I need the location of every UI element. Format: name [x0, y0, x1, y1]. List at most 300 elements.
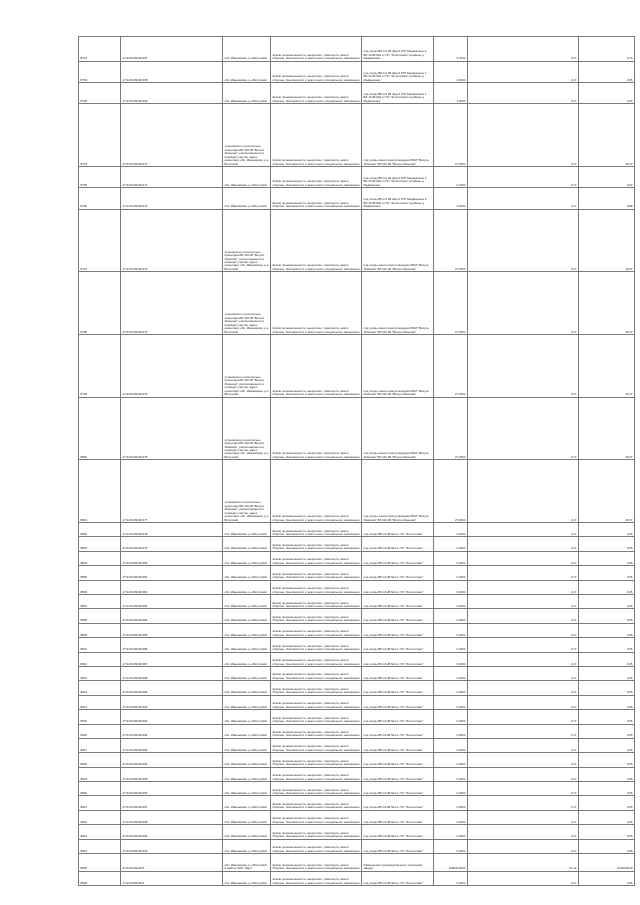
- table-row: [79, 460, 635, 523]
- land-category-cell: Земли промышленности, энергетики, транспорта, земли обороны, безопасности и земли иного специального назначения: [271, 652, 362, 666]
- table-row: [79, 580, 635, 594]
- amount-cell: 0,05: [579, 681, 635, 695]
- land-category-cell: Земли промышленности, энергетики, транспорта, земли обороны, безопасности и земли иного специального назначения: [271, 61, 362, 82]
- table-row: [79, 710, 635, 724]
- cadastral-number-cell: 27:02:0109418:390: [121, 695, 223, 709]
- row-number-cell: 8811: [79, 652, 121, 666]
- amount-cell: 0,05: [579, 623, 635, 637]
- land-category-cell: Земли промышленности, энергетики, транспорта, земли обороны, безопасности и земли иного специального назначения: [271, 695, 362, 709]
- area-cell: 2,0004: [434, 61, 468, 82]
- row-number-cell: 8801: [79, 460, 121, 523]
- row-number-cell: 8823: [79, 825, 121, 839]
- land-category-cell: Земли промышленности, энергетики, транспорта, земли обороны, безопасности и земли иного специального назначения: [271, 104, 362, 167]
- cadastral-number-cell: 27:02:0109418:394: [121, 753, 223, 767]
- table-row: [79, 738, 635, 752]
- land-category-cell: Земли промышленности, энергетики, транспорта, земли обороны, безопасности и земли иного специального назначения: [271, 724, 362, 738]
- location-cell: обл. Ивановская, р-н Вичугский: [223, 83, 271, 104]
- permitted-use-cell: под опоры линии электропередачи ВОЛ "Вичуга-Лемешки" ВЛ-110 кВ "Вичуга-Лемешки": [362, 104, 434, 167]
- area-cell: 0,0004: [434, 638, 468, 652]
- amount-cell: 0,05: [579, 580, 635, 594]
- land-category-cell: Земли промышленности, энергетики, транспорта, земли обороны, безопасности и земли иного специального назначения: [271, 551, 362, 565]
- land-plots-table-body: [79, 37, 635, 886]
- row-number-cell: 8803: [79, 537, 121, 551]
- permitted-use-cell: под опоры ВЛ-10 кВ №4 от ПС "Золотилово": [362, 782, 434, 796]
- rate-cell: 0,17: [468, 681, 579, 695]
- area-cell: 27,0004: [434, 397, 468, 460]
- table-row: [79, 825, 635, 839]
- area-cell: 0,0004: [434, 609, 468, 623]
- amount-cell: 5142008,00: [579, 854, 635, 872]
- rate-cell: 0,17: [468, 167, 579, 188]
- cadastral-number-cell: 27:02:0109418:388: [121, 666, 223, 680]
- row-number-cell: 8795: [79, 167, 121, 188]
- location-cell: установлено относительно ориентира ВЛ-110 кВ "Вичуга-Лемешки", расположенного в границах участка. адрес ориентира: обл. Ивановская, р-н Вичугский: [223, 335, 271, 398]
- location-cell: обл. Ивановская, р-н Вичугский: [223, 724, 271, 738]
- rate-cell: 0,17: [468, 566, 579, 580]
- table-row: [79, 551, 635, 565]
- permitted-use-cell: под опоры линии электропередачи ВОЛ "Вичуга-Лемешки" ВЛ-110 кВ "Вичуга-Лемешки": [362, 209, 434, 272]
- area-cell: 0,0004: [434, 666, 468, 680]
- location-cell: установлено относительно ориентира ВЛ-110 кВ "Вичуга-Лемешки", расположенного в границах участка. адрес ориентира: обл. Ивановская, р-н Вичугский: [223, 209, 271, 272]
- table-row: [79, 810, 635, 824]
- land-category-cell: Земли промышленности, энергетики, транспорта, земли обороны, безопасности и земли иного специального назначения: [271, 460, 362, 523]
- rate-cell: 0,17: [468, 460, 579, 523]
- table-row: [79, 609, 635, 623]
- cadastral-number-cell: 27:02:0109418:374: [121, 272, 223, 335]
- location-cell: обл. Ивановская, р-н Вичугский: [223, 767, 271, 781]
- location-cell: обл. Ивановская, р-н Вичугский: [223, 681, 271, 695]
- land-category-cell: Земли промышленности, энергетики, транспорта, земли обороны, безопасности и земли иного специального назначения: [271, 782, 362, 796]
- row-number-cell: 8805: [79, 566, 121, 580]
- rate-cell: 0,17: [468, 61, 579, 82]
- location-cell: обл. Ивановская, р-н Вичугский: [223, 710, 271, 724]
- table-row: [79, 595, 635, 609]
- rate-cell: 0,17: [468, 710, 579, 724]
- area-cell: 0,0004: [434, 871, 468, 885]
- land-category-cell: Земли промышленности, энергетики, транспорта, земли обороны, безопасности и земли иного специального назначения: [271, 595, 362, 609]
- location-cell: обл. Ивановская, р-н Вичугский: [223, 738, 271, 752]
- amount-cell: 0,05: [579, 666, 635, 680]
- table-row: [79, 623, 635, 637]
- permitted-use-cell: под опоры ВЛ-10 кВ №4 от ПС "Золотилово": [362, 825, 434, 839]
- location-cell: обл. Ивановская, р-н Вичугский: [223, 810, 271, 824]
- location-cell: установлено относительно ориентира ВЛ-110 кВ "Вичуга-Лемешки", расположенного в границах участка. адрес ориентира: обл. Ивановская, р-н Вичугский: [223, 397, 271, 460]
- amount-cell: 0,05: [579, 782, 635, 796]
- table-row: [79, 523, 635, 537]
- area-cell: 0,0004: [434, 738, 468, 752]
- land-category-cell: Земли промышленности, энергетики, транспорта, земли обороны, безопасности и земли иного специального назначения: [271, 839, 362, 853]
- row-number-cell: 8825: [79, 854, 121, 872]
- land-category-cell: Земли промышленности, энергетики, транспорта, земли обороны, безопасности и земли иного специального назначения: [271, 638, 362, 652]
- row-number-cell: 8824: [79, 839, 121, 853]
- amount-cell: 0,05: [579, 695, 635, 709]
- cadastral-number-cell: 27:02:0109418:379: [121, 537, 223, 551]
- row-number-cell: 8816: [79, 724, 121, 738]
- cadastral-number-cell: 27:02:0109418:368: [121, 61, 223, 82]
- location-cell: обл. Ивановская, р-н Вичугский: [223, 595, 271, 609]
- area-cell: 0,0004: [434, 753, 468, 767]
- rate-cell: 0,17: [468, 796, 579, 810]
- cadastral-number-cell: 27:02:0109418:392: [121, 724, 223, 738]
- area-cell: 100000,0002: [434, 854, 468, 872]
- table-row: [79, 188, 635, 209]
- amount-cell: 0,05: [579, 839, 635, 853]
- permitted-use-cell: под опоры ВЛ-0,4 кВ фид.3 КТП Медвежонок 1 ВЛ-10 кВ №9 от ПС "Золотилово" в районе д. Медвежонок: [362, 83, 434, 104]
- location-cell: обл. Ивановская, р-н Вичугский: [223, 825, 271, 839]
- amount-cell: 18,37: [579, 272, 635, 335]
- rate-cell: 51,42: [468, 854, 579, 872]
- location-cell: установлено относительно ориентира ВЛ-110 кВ "Вичуга-Лемешки", расположенного в границах участка. адрес ориентира: обл. Ивановская, р-н Вичугский: [223, 460, 271, 523]
- table-row: [79, 724, 635, 738]
- cadastral-number-cell: 27:02:0109418:382: [121, 580, 223, 594]
- cadastral-number-cell: 27:02:0109418:381: [121, 566, 223, 580]
- table-row: [79, 854, 635, 872]
- permitted-use-cell: под опоры ВЛ-0,4 кВ фид.3 КТП Медвежонок 2 ВЛ-10 кВ №9 от ПС "Золотилово" в районе д. Медвежонок: [362, 188, 434, 209]
- area-cell: 0,0004: [434, 825, 468, 839]
- rate-cell: 0,17: [468, 782, 579, 796]
- rate-cell: 0,17: [468, 188, 579, 209]
- table-row: [79, 652, 635, 666]
- rate-cell: 0,17: [468, 767, 579, 781]
- location-cell: обл. Ивановская, р-н Вичугский: [223, 37, 271, 62]
- land-category-cell: Земли промышленности, энергетики, транспорта, земли обороны, безопасности и земли иного специального назначения: [271, 623, 362, 637]
- cadastral-number-cell: 27:02:0109418:376: [121, 397, 223, 460]
- rate-cell: 0,17: [468, 652, 579, 666]
- table-row: [79, 566, 635, 580]
- permitted-use-cell: под опоры ВЛ-10 кВ №4 от ПС "Золотилово": [362, 839, 434, 853]
- area-cell: 0,0004: [434, 796, 468, 810]
- area-cell: 27,0004: [434, 460, 468, 523]
- amount-cell: 0,65: [579, 61, 635, 82]
- location-cell: обл. Ивановская, р-н Вичугский: [223, 753, 271, 767]
- amount-cell: 0,05: [579, 523, 635, 537]
- row-number-cell: 8793: [79, 61, 121, 82]
- permitted-use-cell: под опоры ВЛ-10 кВ №4 от ПС "Золотилово": [362, 695, 434, 709]
- land-category-cell: Земли промышленности, энергетики, транспорта, земли обороны, безопасности и земли иного специального назначения: [271, 209, 362, 272]
- land-category-cell: Земли промышленности, энергетики, транспорта, земли обороны, безопасности и земли иного специального назначения: [271, 566, 362, 580]
- permitted-use-cell: под опоры ВЛ-10 кВ №4 от ПС "Золотилово": [362, 767, 434, 781]
- location-cell: обл. Ивановская, р-н Вичугский: [223, 566, 271, 580]
- land-category-cell: Земли промышленности, энергетики, транспорта, земли обороны, безопасности и земли иного специального назначения: [271, 537, 362, 551]
- rate-cell: 0,17: [468, 825, 579, 839]
- area-cell: 5,1004: [434, 37, 468, 62]
- cadastral-number-cell: 27:02:0109418:385: [121, 623, 223, 637]
- area-cell: 0,0004: [434, 724, 468, 738]
- land-category-cell: Земли промышленности, энергетики, транспорта, земли обороны, безопасности и земли иного специального назначения: [271, 796, 362, 810]
- area-cell: 0,0004: [434, 595, 468, 609]
- area-cell: 0,0004: [434, 652, 468, 666]
- amount-cell: 0,05: [579, 753, 635, 767]
- cadastral-number-cell: 27:02:0109418:375: [121, 335, 223, 398]
- permitted-use-cell: под опоры ВЛ-10 кВ №4 от ПС "Золотилово": [362, 566, 434, 580]
- amount-cell: 18,37: [579, 397, 635, 460]
- cadastral-number-cell: 27:02:0109418:6: [121, 871, 223, 885]
- permitted-use-cell: под опоры ВЛ-0,4 кВ фид.3 КТП Медвежонок 1 ВЛ-10 кВ №9 от ПС "Золотилово" в районе д. Медвежонок: [362, 61, 434, 82]
- rate-cell: 0,17: [468, 724, 579, 738]
- permitted-use-cell: под опоры ВЛ-10 кВ №4 от ПС "Золотилово": [362, 523, 434, 537]
- rate-cell: 0,17: [468, 580, 579, 594]
- permitted-use-cell: Размещение производственного комплекса завода: [362, 854, 434, 872]
- location-cell: обл. Ивановская, р-н Вичугский: [223, 523, 271, 537]
- location-cell: обл. Ивановская, р-н Вичугский: [223, 871, 271, 885]
- row-number-cell: 8821: [79, 796, 121, 810]
- amount-cell: 0,05: [579, 724, 635, 738]
- amount-cell: 0,05: [579, 796, 635, 810]
- permitted-use-cell: под опоры линии электропередачи ВОЛ "Вичуга-Лемешки" ВЛ-110 кВ "Вичуга-Лемешки": [362, 335, 434, 398]
- rate-cell: 0,17: [468, 666, 579, 680]
- cadastral-number-cell: 27:02:0109418:395: [121, 767, 223, 781]
- rate-cell: 0,17: [468, 537, 579, 551]
- land-category-cell: Земли промышленности, энергетики, транспорта, земли обороны, безопасности и земли иного специального назначения: [271, 825, 362, 839]
- location-cell: обл. Ивановская, р-н Вичугский: [223, 652, 271, 666]
- cadastral-number-cell: 27:02:0109418:383: [121, 595, 223, 609]
- amount-cell: 0,02: [579, 167, 635, 188]
- table-row: [79, 871, 635, 885]
- location-cell: обл. Ивановская, р-н Вичугский: [223, 188, 271, 209]
- rate-cell: 0,17: [468, 871, 579, 885]
- rate-cell: 0,17: [468, 638, 579, 652]
- permitted-use-cell: под опоры ВЛ-10 кВ №4 от ПС "Золотилово": [362, 666, 434, 680]
- cadastral-number-cell: 27:02:0109418:371: [121, 167, 223, 188]
- permitted-use-cell: под опоры ВЛ-10 кВ №4 от ПС "Золотилово": [362, 623, 434, 637]
- area-cell: 0,0004: [434, 681, 468, 695]
- area-cell: 0,0004: [434, 551, 468, 565]
- cadastral-number-cell: 27:02:0109418:398: [121, 810, 223, 824]
- cadastral-number-cell: 27:02:0109418:387: [121, 652, 223, 666]
- land-category-cell: Земли промышленности, энергетики, транспорта, земли обороны, безопасности и земли иного специального назначения: [271, 83, 362, 104]
- row-number-cell: 8826: [79, 871, 121, 885]
- land-category-cell: Земли промышленности, энергетики, транспорта, земли обороны, безопасности и земли иного специального назначения: [271, 37, 362, 62]
- permitted-use-cell: под опоры ВЛ-10 кВ №4 от ПС "Золотилово": [362, 595, 434, 609]
- amount-cell: 0,05: [579, 566, 635, 580]
- cadastral-number-cell: 27:02:0109418:384: [121, 609, 223, 623]
- cadastral-number-cell: 27:02:0109418:396: [121, 782, 223, 796]
- rate-cell: 0,17: [468, 523, 579, 537]
- row-number-cell: 8797: [79, 209, 121, 272]
- table-row: [79, 695, 635, 709]
- table-row: [79, 839, 635, 853]
- row-number-cell: 8810: [79, 638, 121, 652]
- cadastral-number-cell: 27:02:0109418:391: [121, 710, 223, 724]
- location-cell: установлено относительно ориентира ВЛ-110 кВ "Вичуга-Лемешки", расположенного в границах участка. адрес ориентира: обл. Ивановская, р-н Вичугский: [223, 104, 271, 167]
- land-plots-table: [78, 36, 635, 886]
- land-category-cell: Земли промышленности, энергетики, транспорта, земли обороны, безопасности и земли иного специального назначения: [271, 810, 362, 824]
- rate-cell: 0,17: [468, 83, 579, 104]
- land-category-cell: Земли промышленности, энергетики, транспорта, земли обороны, безопасности и земли иного специального назначения: [271, 666, 362, 680]
- amount-cell: 0,05: [579, 609, 635, 623]
- land-category-cell: Земли промышленности, энергетики, транспорта, земли обороны, безопасности и земли иного специального назначения: [271, 167, 362, 188]
- permitted-use-cell: под опоры линии электропередачи ВОЛ "Вичуга-Лемешки" ВЛ-110 кВ "Вичуга-Лемешки": [362, 272, 434, 335]
- row-number-cell: 8802: [79, 523, 121, 537]
- rate-cell: 0,17: [468, 209, 579, 272]
- row-number-cell: 8822: [79, 810, 121, 824]
- table-row: [79, 83, 635, 104]
- rate-cell: 0,17: [468, 272, 579, 335]
- rate-cell: 0,17: [468, 335, 579, 398]
- cadastral-number-cell: 27:02:0109418:369: [121, 83, 223, 104]
- table-row: [79, 638, 635, 652]
- rate-cell: 0,17: [468, 753, 579, 767]
- land-category-cell: Земли промышленности, энергетики, транспорта, земли обороны, безопасности и земли иного специального назначения: [271, 335, 362, 398]
- cadastral-number-cell: 27:02:0109418:5: [121, 854, 223, 872]
- cadastral-number-cell: 27:02:0109418:397: [121, 796, 223, 810]
- location-cell: установлено относительно ориентира ВЛ-110 кВ "Вичуга-Лемешки", расположенного в границах участка. адрес ориентира: обл. Ивановская, р-н Вичугский: [223, 272, 271, 335]
- land-category-cell: Земли промышленности, энергетики, транспорта, земли обороны, безопасности и земли иного специального назначения: [271, 854, 362, 872]
- table-row: [79, 753, 635, 767]
- location-cell: обл. Ивановская, р-н Вичугский: [223, 638, 271, 652]
- permitted-use-cell: под опоры линии электропередачи ВОЛ "Вичуга-Лемешки" ВЛ-110 кВ "Вичуга-Лемешки": [362, 460, 434, 523]
- area-cell: 0,0004: [434, 839, 468, 853]
- amount-cell: 0,05: [579, 652, 635, 666]
- row-number-cell: 8798: [79, 272, 121, 335]
- row-number-cell: 8806: [79, 580, 121, 594]
- area-cell: 0,0004: [434, 523, 468, 537]
- location-cell: обл. Ивановская, р-н Вичугский: [223, 796, 271, 810]
- rate-cell: 0,17: [468, 37, 579, 62]
- amount-cell: 0,88: [579, 188, 635, 209]
- table-row: [79, 104, 635, 167]
- rate-cell: 0,17: [468, 839, 579, 853]
- land-category-cell: Земли промышленности, энергетики, транспорта, земли обороны, безопасности и земли иного специального назначения: [271, 871, 362, 885]
- location-cell: обл. Ивановская, р-н Вичугский: [223, 623, 271, 637]
- location-cell: обл. Ивановская, р-н Вичугский: [223, 551, 271, 565]
- land-category-cell: Земли промышленности, энергетики, транспорта, земли обороны, безопасности и земли иного специального назначения: [271, 523, 362, 537]
- permitted-use-cell: под опоры ВЛ-10 кВ №4 от ПС "Золотилово": [362, 724, 434, 738]
- table-row: [79, 335, 635, 398]
- land-category-cell: Земли промышленности, энергетики, транспорта, земли обороны, безопасности и земли иного специального назначения: [271, 738, 362, 752]
- row-number-cell: 8808: [79, 609, 121, 623]
- amount-cell: 0,05: [579, 871, 635, 885]
- permitted-use-cell: под опоры линии электропередачи ВОЛ "Вичуга-Лемешки" ВЛ-110 кВ "Вичуга-Лемешки": [362, 397, 434, 460]
- amount-cell: 0,05: [579, 738, 635, 752]
- row-number-cell: 8807: [79, 595, 121, 609]
- permitted-use-cell: под опоры ВЛ-10 кВ №4 от ПС "Золотилово": [362, 681, 434, 695]
- cadastral-number-cell: 27:02:0109418:399: [121, 825, 223, 839]
- amount-cell: 18,37: [579, 104, 635, 167]
- location-cell: обл. Ивановская, р-н Вичугский: [223, 609, 271, 623]
- permitted-use-cell: под опоры ВЛ-10 кВ №4 от ПС "Золотилово": [362, 551, 434, 565]
- location-cell: обл. Ивановская, р-н Вичугский: [223, 167, 271, 188]
- permitted-use-cell: под опоры ВЛ-10 кВ №4 от ПС "Золотилово": [362, 638, 434, 652]
- row-number-cell: 8795: [79, 83, 121, 104]
- cadastral-number-cell: 27:02:0109418:389: [121, 681, 223, 695]
- land-category-cell: Земли промышленности, энергетики, транспорта, земли обороны, безопасности и земли иного специального назначения: [271, 753, 362, 767]
- table-row: [79, 782, 635, 796]
- amount-cell: 0,74: [579, 37, 635, 62]
- row-number-cell: 8800: [79, 397, 121, 460]
- area-cell: 0,1004: [434, 167, 468, 188]
- amount-cell: 0,05: [579, 537, 635, 551]
- location-cell: обл. Ивановская, р-н Вичугский: [223, 782, 271, 796]
- area-cell: 27,0004: [434, 104, 468, 167]
- amount-cell: 0,05: [579, 810, 635, 824]
- permitted-use-cell: под опоры ВЛ-10 кВ №4 от ПС "Золотилово": [362, 738, 434, 752]
- row-number-cell: 8809: [79, 623, 121, 637]
- land-category-cell: Земли промышленности, энергетики, транспорта, земли обороны, безопасности и земли иного специального назначения: [271, 580, 362, 594]
- location-cell: обл. Ивановская, р-н Вичугский: [223, 580, 271, 594]
- permitted-use-cell: под опоры ВЛ-10 кВ №4 от ПС "Золотилово": [362, 710, 434, 724]
- amount-cell: 18,37: [579, 209, 635, 272]
- location-cell: обл. Ивановская, р-н Вичугский: [223, 695, 271, 709]
- location-cell: обл. Ивановская, р-н Вичугский: [223, 666, 271, 680]
- location-cell: обл. Ивановская, р-н Вичугский, в районе ЗАО "Заря": [223, 854, 271, 872]
- row-number-cell: 8799: [79, 335, 121, 398]
- area-cell: 0,0004: [434, 566, 468, 580]
- permitted-use-cell: под опоры ВЛ-10 кВ №4 от ПС "Золотилово": [362, 796, 434, 810]
- cadastral-number-cell: 27:02:0109418:386: [121, 638, 223, 652]
- amount-cell: 0,05: [579, 825, 635, 839]
- table-row: [79, 37, 635, 62]
- area-cell: 0,0004: [434, 782, 468, 796]
- rate-cell: 0,17: [468, 738, 579, 752]
- area-cell: 0,0004: [434, 710, 468, 724]
- permitted-use-cell: под опоры ВЛ-10 кВ №4 от ПС "Золотилово": [362, 537, 434, 551]
- row-number-cell: 8815: [79, 710, 121, 724]
- land-category-cell: Земли промышленности, энергетики, транспорта, земли обороны, безопасности и земли иного специального назначения: [271, 609, 362, 623]
- land-category-cell: Земли промышленности, энергетики, транспорта, земли обороны, безопасности и земли иного специального назначения: [271, 188, 362, 209]
- area-cell: 0,0004: [434, 580, 468, 594]
- table-row: [79, 537, 635, 551]
- permitted-use-cell: под опоры ВЛ-10 кВ №4 от ПС "Золотилово": [362, 753, 434, 767]
- cadastral-number-cell: 27:02:0109418:378: [121, 523, 223, 537]
- table-row: [79, 61, 635, 82]
- row-number-cell: 8817: [79, 738, 121, 752]
- cadastral-number-cell: 27:02:0109418:367: [121, 37, 223, 62]
- rate-cell: 0,17: [468, 551, 579, 565]
- area-cell: 4,0004: [434, 83, 468, 104]
- table-row: [79, 209, 635, 272]
- area-cell: 0,0004: [434, 810, 468, 824]
- cadastral-number-cell: 27:02:0109418:393: [121, 738, 223, 752]
- rate-cell: 0,17: [468, 695, 579, 709]
- land-category-cell: Земли промышленности, энергетики, транспорта, земли обороны, безопасности и земли иного специального назначения: [271, 681, 362, 695]
- area-cell: 0,0004: [434, 623, 468, 637]
- cadastral-number-cell: 27:02:0109418:373: [121, 209, 223, 272]
- area-cell: 2,2004: [434, 188, 468, 209]
- permitted-use-cell: под опоры ВЛ-0,4 кВ фид.3 КТП Медвежонок 2 ВЛ-10 кВ №9 от ПС "Золотилово" в районе д. Медвежонок: [362, 167, 434, 188]
- permitted-use-cell: под опоры ВЛ-10 кВ №4 от ПС "Золотилово": [362, 580, 434, 594]
- land-category-cell: Земли промышленности, энергетики, транспорта, земли обороны, безопасности и земли иного специального назначения: [271, 710, 362, 724]
- rate-cell: 0,17: [468, 397, 579, 460]
- cadastral-number-cell: 27:02:0109418:400: [121, 839, 223, 853]
- cadastral-number-cell: 27:02:0109418:380: [121, 551, 223, 565]
- land-category-cell: Земли промышленности, энергетики, транспорта, земли обороны, безопасности и земли иного специального назначения: [271, 397, 362, 460]
- area-cell: 0,0004: [434, 695, 468, 709]
- row-number-cell: 8804: [79, 551, 121, 565]
- rate-cell: 0,17: [468, 623, 579, 637]
- land-category-cell: Земли промышленности, энергетики, транспорта, земли обороны, безопасности и земли иного специального назначения: [271, 272, 362, 335]
- table-row: [79, 666, 635, 680]
- row-number-cell: 8794: [79, 104, 121, 167]
- table-row: [79, 796, 635, 810]
- area-cell: 27,0004: [434, 272, 468, 335]
- row-number-cell: 8813: [79, 681, 121, 695]
- amount-cell: 15,37: [579, 335, 635, 398]
- cadastral-number-cell: 27:02:0109418:372: [121, 188, 223, 209]
- land-category-cell: Земли промышленности, энергетики, транспорта, земли обороны, безопасности и земли иного специального назначения: [271, 767, 362, 781]
- table-row: [79, 767, 635, 781]
- table-row: [79, 272, 635, 335]
- amount-cell: 18,37: [579, 460, 635, 523]
- rate-cell: 0,17: [468, 104, 579, 167]
- amount-cell: 0,05: [579, 551, 635, 565]
- permitted-use-cell: под опоры ВЛ-10 кВ №4 от ПС "Золотилово": [362, 871, 434, 885]
- rate-cell: 0,17: [468, 810, 579, 824]
- row-number-cell: 8814: [79, 695, 121, 709]
- permitted-use-cell: под опоры ВЛ-10 кВ №4 от ПС "Золотилово": [362, 652, 434, 666]
- row-number-cell: 8796: [79, 188, 121, 209]
- amount-cell: 0,05: [579, 767, 635, 781]
